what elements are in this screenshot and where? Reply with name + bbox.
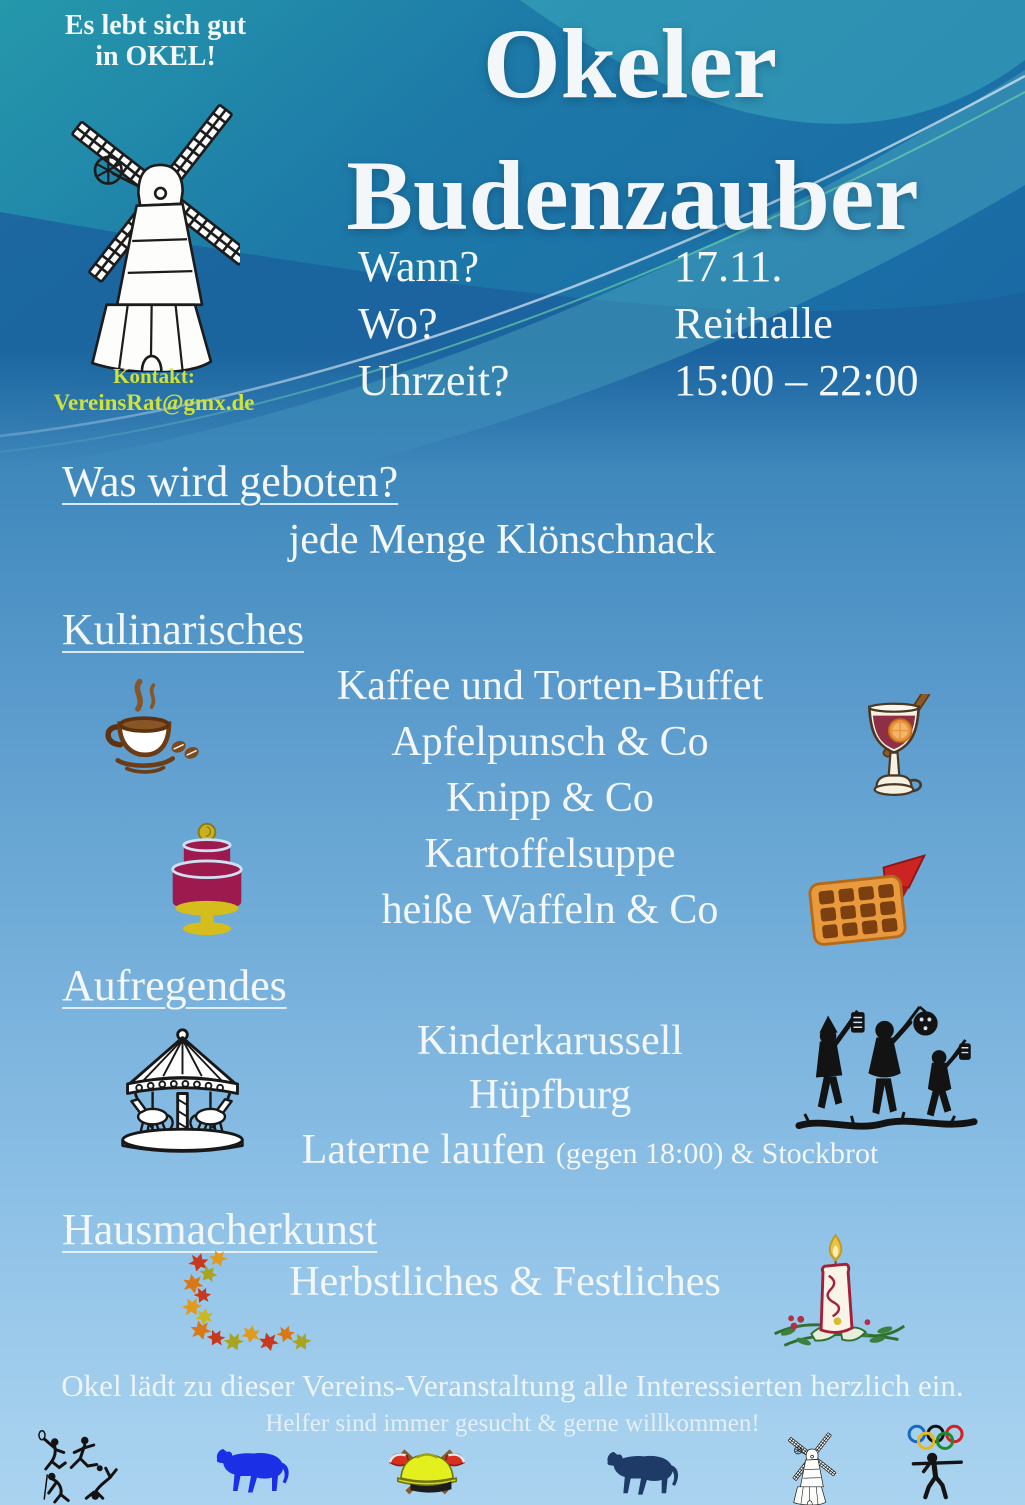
detail-value-date: 17.11. [674,242,783,291]
coffee-cup-icon [92,676,202,786]
candle-icon [765,1230,910,1368]
detail-label-time: Uhrzeit? [358,356,510,405]
detail-value-venue: Reithalle [674,299,833,348]
footer-helpers: Helfer sind immer gesucht & gerne willkommen! [265,1410,760,1437]
poster-title-line2: Budenzauber [346,140,919,251]
detail-label-where: Wo? [358,299,438,348]
heading-crafts: Hausmacherkunst [62,1205,378,1254]
carousel-icon [110,1026,255,1161]
sports-figures-icon [28,1430,128,1505]
crafts-item: Herbstliches & Festliches [289,1259,721,1305]
punch-glass-icon [850,694,938,820]
lantern-children-icon [795,1000,980,1148]
autumn-leaves-icon [160,1248,315,1356]
offers-subtitle: jede Menge Klönschnack [288,517,716,563]
heading-offers: Was wird geboten? [62,457,399,506]
slogan-line-2: in OKEL! [95,41,216,73]
detail-value-time: 15:00 – 22:00 [674,356,919,405]
list-item: heiße Waffeln & Co [381,887,719,933]
lantern-walk-main: Laterne laufen [301,1127,546,1173]
poster-title-line1: Okeler [482,8,778,119]
slogan [38,10,273,73]
list-item: Kartoffelsuppe [424,831,676,877]
list-item: Kinderkarussell [417,1018,683,1064]
contact-label: Kontakt: [113,364,195,388]
windmill-icon [58,80,240,372]
exciting-list [250,1014,850,1122]
olympic-shooter-icon [900,1422,978,1504]
contact-email: VereinsRat@gmx.de [53,390,255,416]
waffle-icon [790,851,944,961]
list-item: Knipp & Co [446,775,654,821]
slogan-line-1: Es lebt sich gut [64,10,247,41]
list-item: Hüpfburg [468,1072,632,1118]
contact-info [18,364,290,417]
layer-cake-icon [156,808,258,938]
footer-invitation: Okel lädt zu dieser Vereins-Veranstaltung alle Interessierten herzlich ein. [61,1368,964,1403]
fire-helmet-icon [378,1434,476,1505]
detail-label-when: Wann? [358,242,480,291]
list-item: Kaffee und Torten-Buffet [336,663,764,709]
culinary-list [250,658,850,938]
blue-horse-icon [205,1443,300,1503]
navy-horse-icon [595,1446,690,1505]
heading-culinary: Kulinarisches [62,605,304,654]
event-details [358,238,918,409]
heading-exciting: Aufregendes [62,961,287,1010]
small-windmill-icon [765,1426,853,1505]
lantern-walk-suffix: (gegen 18:00) & Stockbrot [555,1137,879,1170]
list-item: Apfelpunsch & Co [391,719,709,765]
